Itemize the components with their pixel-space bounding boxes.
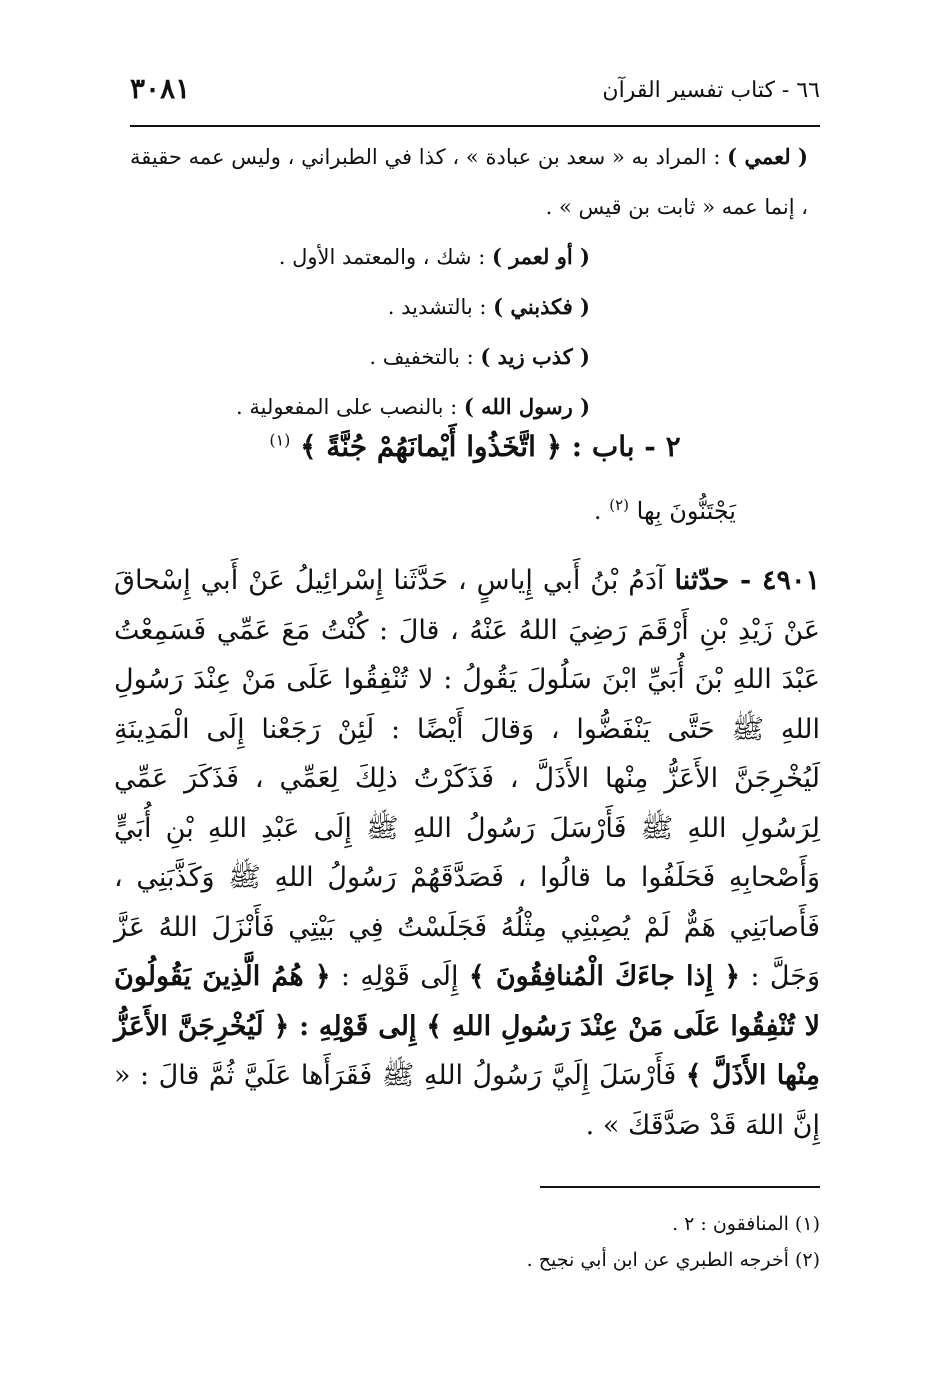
note-item [130, 132, 820, 232]
hadith-body-2: إِلَى قَوْلِهِ : [330, 961, 469, 992]
note-term: ( أو لعمر ) [491, 244, 590, 269]
footnote-item: (٢) أخرجه الطبري عن ابن أبي نجيح . [526, 1249, 820, 1271]
note-item [130, 332, 820, 382]
hadith-body-3: فَأَرْسَلَ إِلَيَّ رَسُولُ اللهِ ﷺ فَقَرَأَها عَلَيَّ ثُمَّ قالَ : « إِنَّ اللهَ قَدْ صَدَّقَكَ » . [114, 1060, 820, 1141]
hadith-body-1: آدَمُ بْنُ أَبي إِياسٍ ، حَدَّثَنا إِسْرائِيلُ عَنْ أَبي إِسْحاقَ عَنْ زَيْدِ بْنِ أَرْقَمَ رَضِيَ اللهُ عَنْهُ ، قالَ : كُنْتُ مَعَ عَمِّي فَسَمِعْتُ عَبْدَ اللهِ بْنَ أُبَيِّ ابْنَ سَلُولَ يَقُولُ : لا تُنْفِقُوا عَلَى مَنْ عِنْدَ رَسُولِ اللهِ ﷺ حَتَّى يَنْفَضُّوا ، وَقالَ أَيْضًا : لَئِنْ رَجَعْنا إِلَى الْمَدِينَةِ لَيُخْرِجَنَّ الأَعَزُّ مِنْها الأَذَلَّ ، فَذَكَرْتُ ذلِكَ لِعَمِّي ، فَذَكَرَ عَمِّي لِرَسُولِ اللهِ ﷺ فَأَرْسَلَ رَسُولُ اللهِ ﷺ إِلَى عَبْدِ اللهِ بْنِ أُبَيٍّ وَأَصْحابِهِ فَحَلَفُوا ما قالُوا ، فَصَدَّقَهُمْ رَسُولُ اللهِ ﷺ وَكَذَّبَنِي ، فَأَصابَنِي هَمٌّ لَمْ يُصِبْنِي مِثْلُهُ فَجَلَسْتُ فِي بَيْتِي فَأَنْزَلَ اللهُ عَزَّ وَجَلَّ : [114, 565, 821, 992]
quran-quote-2: ﴿ هُمُ الَّذِينَ يَقُولُونَ لا تُنْفِقُوا عَلَى مَنْ عِنْدَ رَسُولِ اللهِ ﴾ إِلى قَوْلِهِ : ﴿ لَيُخْرِجَنَّ الأَعَزُّ مِنْها الأَذَلَّ ﴾ [114, 961, 820, 1091]
note-term: ( كذب زيد ) [480, 344, 590, 369]
chapter-subtitle-ref: (٢) [609, 496, 629, 514]
note-item [130, 382, 820, 432]
quran-quote-1: ﴿ إِذا جاءَكَ الْمُنافِقُونَ ﴾ [468, 961, 741, 992]
hadith-text [114, 556, 820, 1150]
chapter-subtitle [594, 496, 736, 525]
chapter-subtitle-end: . [593, 497, 602, 525]
note-text: : بالتخفيف . [369, 345, 481, 369]
chapter-heading [130, 430, 820, 463]
hadith-number: ٤٩٠١ - حدّثنا [674, 565, 820, 596]
glossary-notes [130, 132, 820, 432]
chapter-subtitle-text: يَجْتَنُّونَ بِها [636, 497, 736, 525]
note-term: ( رسول الله ) [463, 394, 590, 419]
note-item [130, 232, 820, 282]
page-header [130, 70, 820, 120]
note-term: ( لعمي ) [727, 144, 808, 169]
running-title: ٦٦ - كتاب تفسير القرآن [602, 78, 820, 103]
chapter-footnote-ref: (١) [269, 430, 291, 450]
chapter-title: ٢ - باب : ﴿ اتَّخَذُوا أَيْمانَهُمْ جُنَّةً ﴾ [300, 430, 681, 463]
footnote-item: (١) المنافقون : ٢ . [672, 1213, 820, 1235]
footnote-rule [540, 1186, 820, 1188]
note-item [130, 282, 820, 332]
note-term: ( فكذبني ) [493, 294, 590, 319]
footnotes [130, 1206, 820, 1278]
note-text: : شك ، والمعتمد الأول . [278, 245, 492, 269]
hadith-paragraph [114, 556, 820, 1150]
header-rule [130, 125, 820, 127]
page-number: ٣٠٨١ [130, 72, 191, 105]
note-text: : بالنصب على المفعولية . [236, 395, 464, 419]
note-text: : المراد به « سعد بن عبادة » ، كذا في الطبراني ، وليس عمه حقيقة ، إنما عمه « ثابت بن قيس » . [130, 145, 808, 219]
note-text: : بالتشديد . [387, 295, 494, 319]
